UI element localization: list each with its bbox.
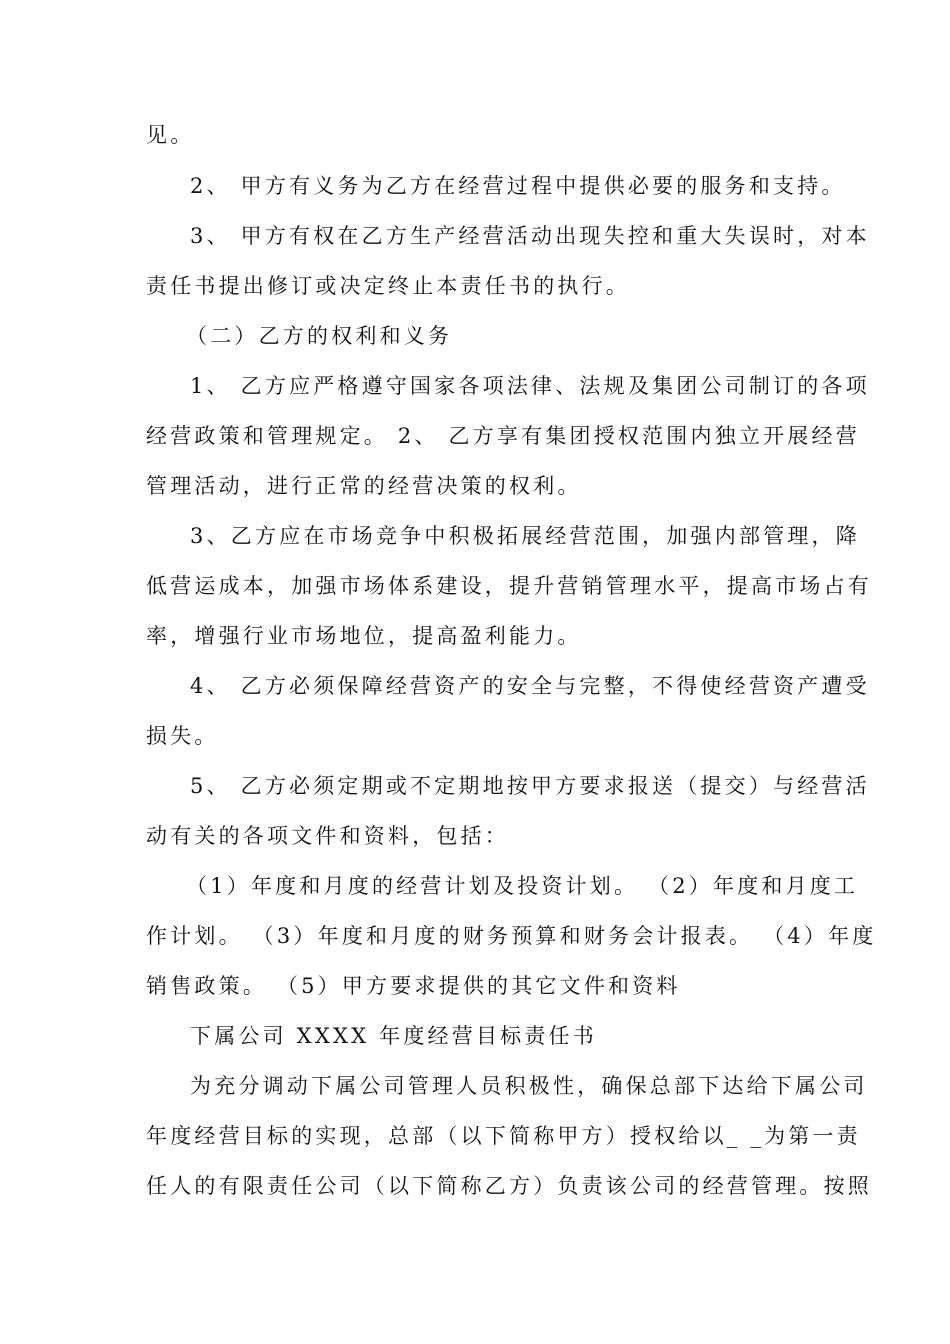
text-line: 见。: [146, 123, 195, 147]
text-line: 2、 甲方有义务为乙方在经营过程中提供必要的服务和支持。: [190, 174, 846, 198]
text-line: 3、乙方应在市场竞争中积极拓展经营范围，加强内部管理，降: [190, 524, 860, 548]
text-line: 3、 甲方有权在乙方生产经营活动出现失控和重大失误时，对本: [190, 224, 870, 248]
text-line: 责任书提出修订或决定终止本责任书的执行。: [146, 274, 630, 298]
text-line: 5、 乙方必须定期或不定期地按甲方要求报送（提交）与经营活: [190, 774, 870, 798]
text-line: 任人的有限责任公司（以下简称乙方）负责该公司的经营管理。按照: [146, 1174, 872, 1198]
text-line: 低营运成本，加强市场体系建设，提升营销管理水平，提高市场占有: [146, 574, 872, 598]
text-line: 为充分调动下属公司管理人员积极性，确保总部下达给下属公司: [190, 1074, 868, 1098]
text-line: 年度经营目标的实现，总部（以下简称甲方）授权给以_ _为第一责: [146, 1124, 861, 1148]
text-line: 销售政策。 （5）甲方要求提供的其它文件和资料: [146, 974, 681, 998]
text-line: 4、 乙方必须保障经营资产的安全与完整，不得使经营资产遭受: [190, 674, 870, 698]
text-line: 1、 乙方应严格遵守国家各项法律、法规及集团公司制订的各项: [190, 374, 870, 398]
text-line: 动有关的各项文件和资料，包括：: [146, 824, 509, 848]
text-line: （1）年度和月度的经营计划及投资计划。 （2）年度和月度工: [186, 874, 859, 898]
text-line: 作计划。 （3）年度和月度的财务预算和财务会计报表。 （4）年度: [146, 924, 877, 948]
text-line: 经营政策和管理规定。 2、 乙方享有集团授权范围内独立开展经营: [146, 424, 860, 448]
text-line: 损失。: [146, 724, 219, 748]
document-title: 下属公司 XXXX 年度经营目标责任书: [190, 1024, 597, 1048]
section-heading: （二）乙方的权利和义务: [186, 324, 453, 348]
text-line: 率，增强行业市场地位，提高盈利能力。: [146, 624, 582, 648]
text-line: 管理活动，进行正常的经营决策的权利。: [146, 474, 582, 498]
